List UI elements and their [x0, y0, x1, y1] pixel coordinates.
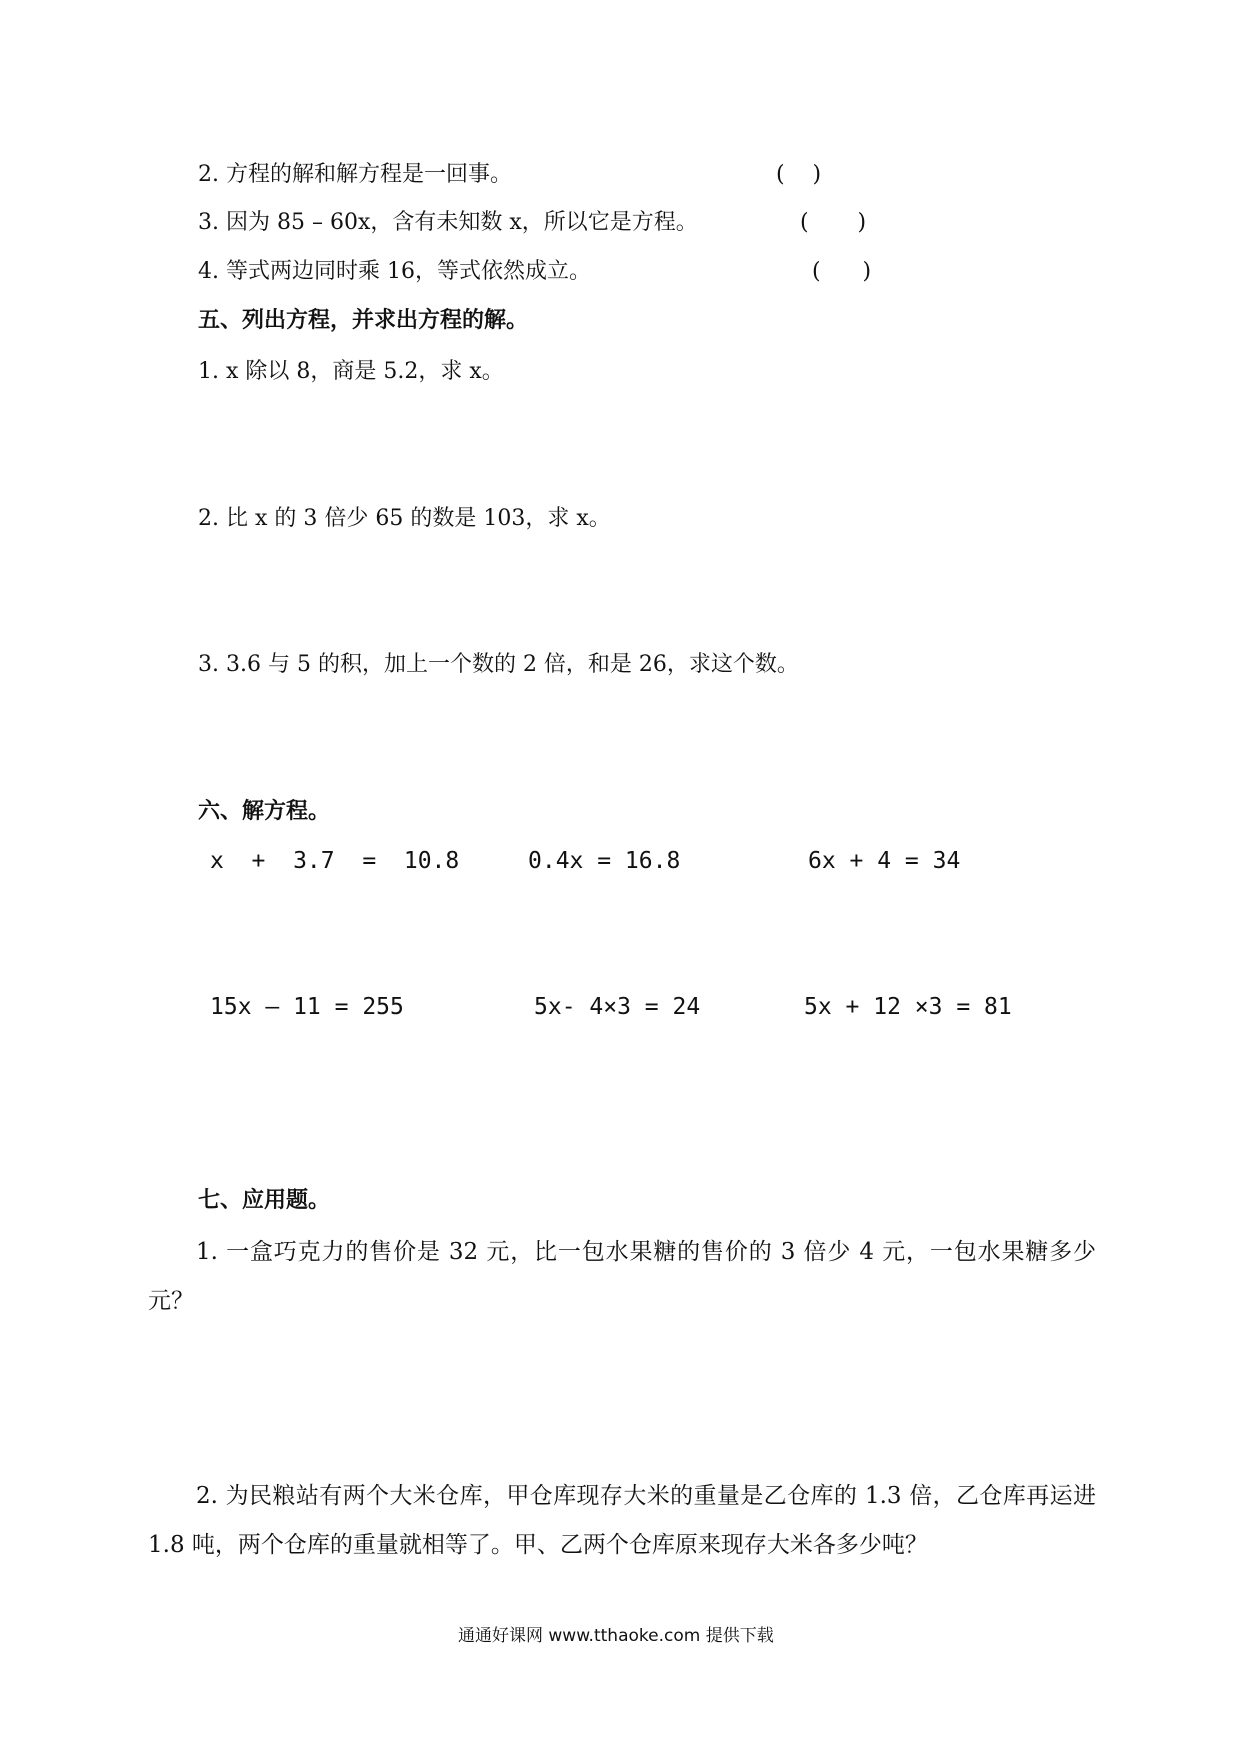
equation-1: x + 3.7 = 10.8 — [210, 848, 460, 874]
answer-bracket-4: ( ) — [812, 259, 872, 284]
equation-3: 6x + 4 = 34 — [808, 848, 961, 874]
tf-item-4: 4. 等式两边同时乘 16，等式依然成立。 — [198, 259, 591, 284]
section7-title: 七、应用题。 — [198, 1188, 331, 1213]
tf-item-3: 3. 因为 85 – 60x，含有未知数 x，所以它是方程。 — [198, 210, 698, 235]
answer-bracket-3: ( ) — [800, 210, 867, 235]
equation-2: 0.4x = 16.8 — [528, 848, 681, 874]
word-problem-2: 2. 为民粮站有两个大米仓库，甲仓库现存大米的重量是乙仓库的 1.3 倍，乙仓库再运进 1.8 吨，两个仓库的重量就相等了。甲、乙两个仓库原来现存大米各多少吨？ — [148, 1483, 1096, 1558]
equation-6: 5x + 12 ×3 = 81 — [804, 994, 1012, 1020]
word-problem-1: 1. 一盒巧克力的售价是 32 元，比一包水果糖的售价的 3 倍少 4 元，一包水果糖多少元？ — [148, 1239, 1096, 1314]
section6-title: 六、解方程。 — [198, 799, 331, 824]
tf-item-2: 2. 方程的解和解方程是一回事。 — [198, 162, 512, 187]
section5-item-1: 1. x 除以 8，商是 5.2，求 x。 — [198, 359, 504, 384]
footer-credit: 通通好课网 www.tthaoke.com 提供下载 — [458, 1626, 774, 1646]
equation-5: 5x- 4×3 = 24 — [534, 994, 701, 1020]
answer-bracket-2: ( ) — [776, 162, 822, 187]
section5-item-2: 2. 比 x 的 3 倍少 65 的数是 103，求 x。 — [198, 506, 611, 531]
section5-title: 五、列出方程，并求出方程的解。 — [198, 308, 529, 333]
equation-4: 15x – 11 = 255 — [210, 994, 404, 1020]
section5-item-3: 3. 3.6 与 5 的积，加上一个数的 2 倍，和是 26，求这个数。 — [198, 652, 799, 677]
